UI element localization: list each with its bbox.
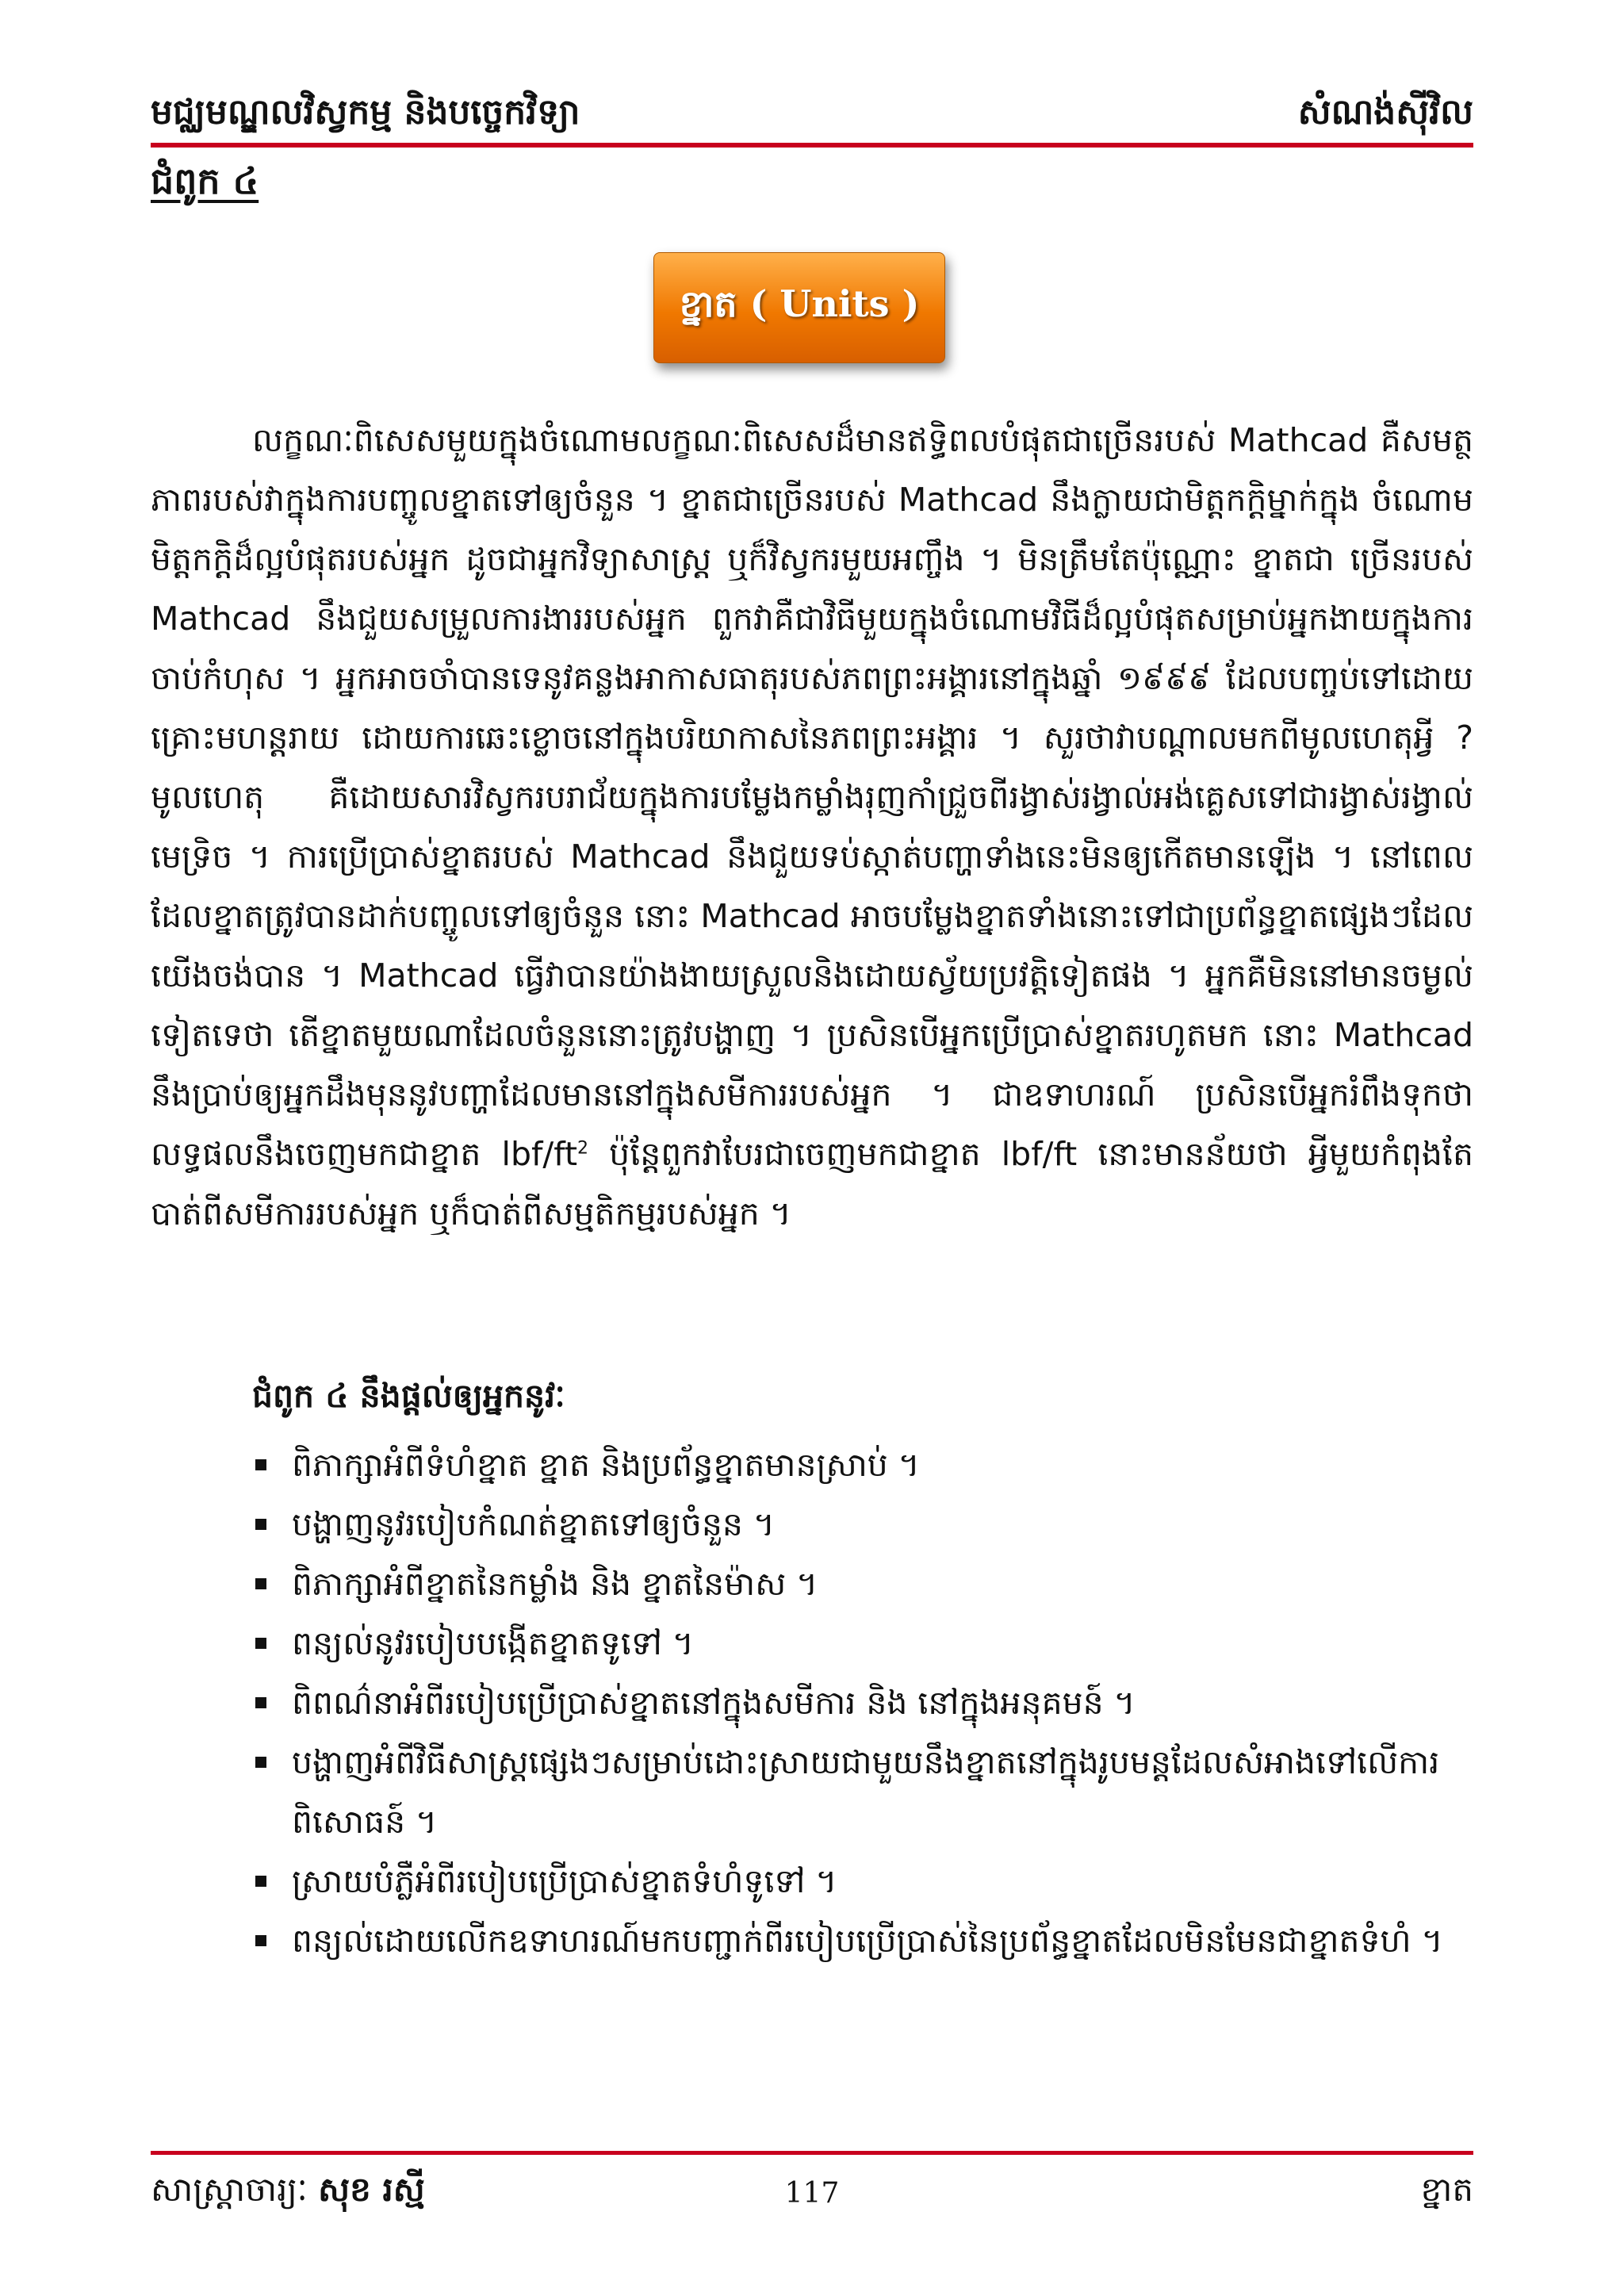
square-bullet-icon <box>255 1757 266 1768</box>
list-item-text: ពិពណ៌នាអំពីរបៀបប្រើប្រាស់ខ្នាតនៅក្នុងសមីការ និង នៅក្នុងអនុគមន៍ ។ <box>292 1684 1136 1722</box>
square-bullet-icon <box>255 1697 266 1708</box>
author-name: សុខ រស្មី <box>318 2170 425 2209</box>
square-bullet-icon <box>255 1638 266 1649</box>
intro-paragraph <box>151 411 1473 1244</box>
footer-section: ខ្នាត <box>1420 2170 1473 2209</box>
list-item-text: ស្រាយបំភ្លឺអំពីរបៀបប្រើប្រាស់ខ្នាតទំហំទូទៅ ។ <box>292 1862 837 1900</box>
list-item <box>252 1554 1473 1614</box>
list-item-text: ពិភាក្សាអំពីទំហំខ្នាត ខ្នាត និងប្រព័ន្ធខ្នាតមានស្រាប់ ។ <box>292 1446 920 1484</box>
square-bullet-icon <box>255 1519 266 1530</box>
list-item-text: បង្ហាញអំពីវិធីសាស្ត្រផ្សេងៗសម្រាប់ដោះស្រាយជាមួយនឹងខ្នាតនៅក្នុងរូបមន្តដែលសំអាងទៅលើការពិសោធន៍ ។ <box>292 1743 1440 1841</box>
square-bullet-icon <box>255 1578 266 1589</box>
objectives-heading: ជំពូក ៤ នឹងផ្តល់ឲ្យអ្នកនូវៈ <box>252 1377 565 1415</box>
list-item-text: បង្ហាញនូវរបៀបកំណត់ខ្នាតទៅឲ្យចំនួន ។ <box>292 1505 776 1543</box>
list-item <box>252 1495 1473 1554</box>
footer-divider <box>151 2151 1473 2155</box>
intro-superscript: 2 <box>577 1138 589 1159</box>
list-item-text: ពន្យល់នូវរបៀបបង្កើតខ្នាតទូទៅ ។ <box>292 1624 694 1662</box>
list-item <box>252 1911 1473 1971</box>
square-bullet-icon <box>255 1876 266 1887</box>
square-bullet-icon <box>255 1935 266 1946</box>
list-item <box>252 1852 1473 1911</box>
list-item-text: ពិភាក្សាអំពីខ្នាតនៃកម្លាំង និង ខ្នាតនៃម៉ាស ។ <box>292 1565 818 1603</box>
objectives-list <box>252 1435 1473 1971</box>
intro-text-end: ប៉ុន្តែពួកវាបែរជាចេញមកជាខ្នាត lbf/ft នោះមានន័យថា អ្វីមួយកំពុងតែបាត់ពីសមីការរបស់អ្នក ឬក៏បាត់ពីសម្មតិកម្មរបស់អ្នក ។ <box>151 1135 1473 1232</box>
list-item <box>252 1435 1473 1495</box>
header-institution-title: មជ្ឈមណ្ឌលវិស្វកម្ម និងបច្ចេកវិទ្យា <box>151 92 580 132</box>
list-item <box>252 1673 1473 1733</box>
chapter-title-box: ខ្នាត ( Units ) <box>653 252 945 363</box>
page-number: 117 <box>784 2176 840 2210</box>
list-item <box>252 1614 1473 1673</box>
page-header <box>151 78 1473 141</box>
page-footer <box>151 2161 1473 2225</box>
header-divider <box>151 143 1473 148</box>
chapter-label: ជំពូក ៤ <box>151 159 259 202</box>
author-label: សាស្ត្រាចារ្យៈ <box>151 2170 308 2209</box>
header-subject-title: សំណង់ស៊ីវិល <box>1297 92 1473 132</box>
list-item-text: ពន្យល់ដោយលើកឧទាហរណ៍មកបញ្ជាក់ពីរបៀបប្រើប្រាស់នៃប្រព័ន្ធខ្នាតដែលមិនមែនជាខ្នាតទំហំ ។ <box>292 1922 1443 1960</box>
list-item <box>252 1733 1473 1852</box>
intro-text-start: លក្ខណៈពិសេសមួយក្នុងចំណោមលក្ខណៈពិសេសដ៏មានឥទ្ធិពលបំផុតជាច្រើនរបស់ Mathcad គឺសមត្ថភាពរបស់វាក្នុងការបញ្ចូលខ្នាតទៅឲ្យចំនួន ។ ខ្នាតជាច្រើនរបស់ Mathcad នឹងក្លាយជាមិត្តកក្តិម្នាក់ក្នុង ចំណោមមិត្តកក្តិដ៏ល្អបំផុតរបស់អ្នក ដូចជាអ្នកវិទ្យាសាស្ត្រ ឬក៏វិស្វករមួយអញ្ចឹង ។ មិនត្រឹមតែប៉ុណ្ណោះ ខ្នាតជា ច្រើនរបស់ Mathcad នឹងជួយសម្រួលការងាររបស់អ្នក ពួកវាគឺជាវិធីមួយក្នុងចំណោមវិធីដ៏ល្អបំផុតសម្រាប់អ្នកងាយក្នុងការចាប់កំហុស ។ អ្នកអាចចាំបានទេនូវគន្លងអាកាសធាតុរបស់ភពព្រះអង្គារនៅក្នុងឆ្នាំ ១៩៩៩ ដែលបញ្ចប់ទៅដោយគ្រោះមហន្តរាយ ដោយការឆេះខ្លោចនៅក្នុងបរិយាកាសនៃភពព្រះអង្គារ ។ សួរថាវាបណ្តាលមកពីមូលហេតុអ្វី ? មូលហេតុ គឺដោយសារវិស្វករបរាជ័យក្នុងការបម្លែងកម្លាំងរុញកាំជ្រួចពីរង្វាស់រង្វាល់អង់គ្លេសទៅជារង្វាស់រង្វាល់មេទ្រិច ។ ការប្រើប្រាស់ខ្នាតរបស់ Mathcad នឹងជួយទប់ស្កាត់បញ្ហាទាំងនេះមិនឲ្យកើតមានឡើង ។ នៅពេលដែលខ្នាតត្រូវបានដាក់បញ្ចូលទៅឲ្យចំនួន នោះ Mathcad អាចបម្លែងខ្នាតទាំងនោះទៅជាប្រព័ន្ធខ្នាតផ្សេងៗដែលយើងចង់បាន ។ Mathcad ធ្វើវាបានយ៉ាងងាយស្រួលនិងដោយស្វ័យប្រវត្តិទៀតផង ។ អ្នកគឺមិននៅមានចម្ងល់ទៀតទេថា តើខ្នាតមួយណាដែលចំនួននោះត្រូវបង្ហាញ ។ ប្រសិនបើអ្នកប្រើប្រាស់ខ្នាតរហូតមក នោះ Mathcad នឹងប្រាប់ឲ្យអ្នកដឹងមុននូវបញ្ហាដែលមាននៅក្នុងសមីការរបស់អ្នក ។ ជាឧទាហរណ៍ ប្រសិនបើអ្នករំពឹងទុកថា លទ្ធផលនឹងចេញមកជាខ្នាត lbf/ft <box>151 421 1473 1173</box>
square-bullet-icon <box>255 1459 266 1470</box>
